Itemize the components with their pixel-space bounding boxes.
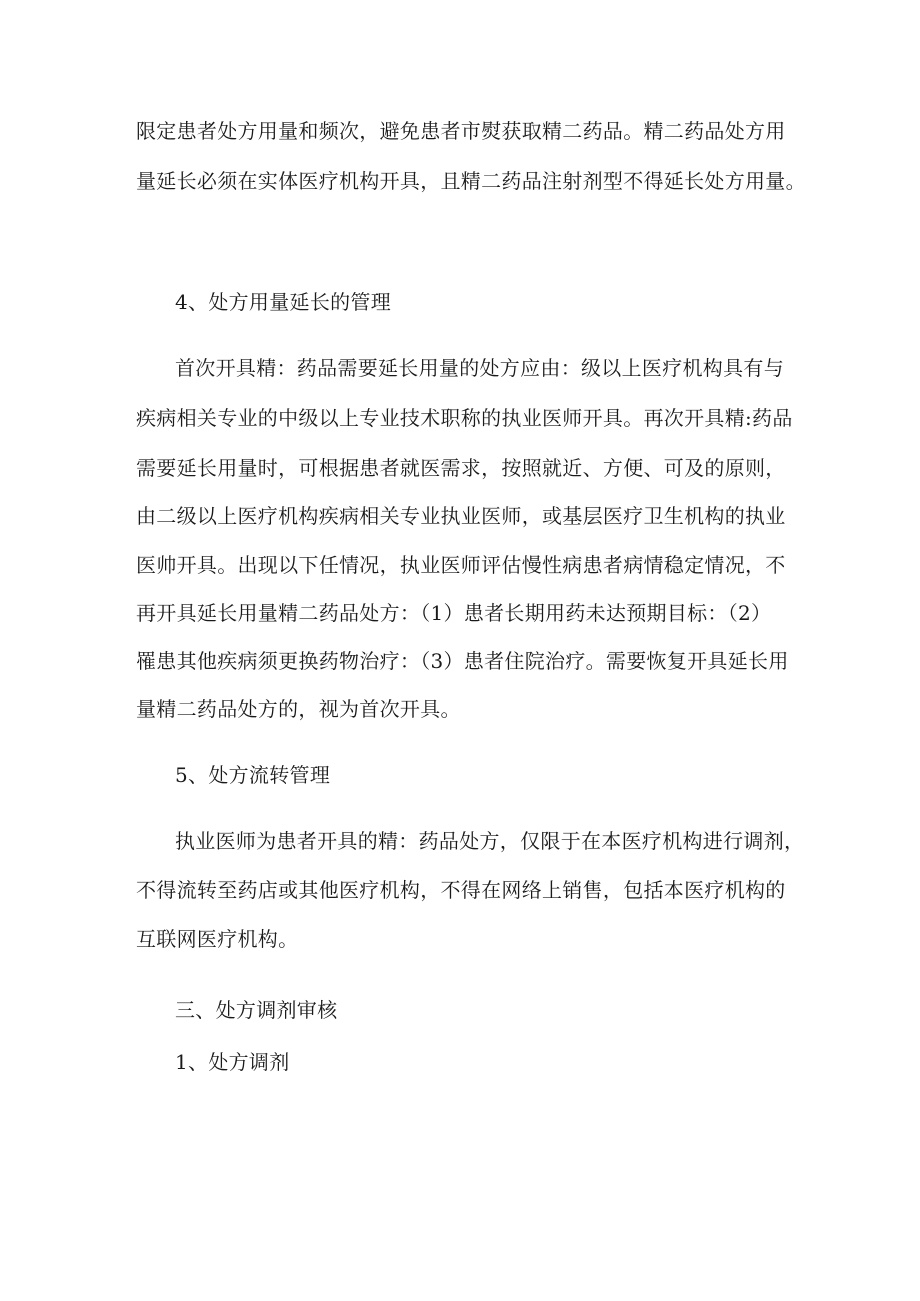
paragraph-3-line-3: 互联网医疗机构。	[136, 927, 299, 951]
paragraph-2-line-1: 首次开具精：药品需要延长用量的处方应由：级以上医疗机构具有与	[175, 356, 784, 380]
paragraph-3-line-1: 执业医师为患者开具的精：药品处方，仅限于在本医疗机构进行调剂，	[175, 829, 805, 853]
paragraph-2-line-7: 罹患其他疾病须更换药物治疗：（3）患者住院治疗。需要恢复开具延长用	[136, 649, 789, 673]
paragraph-2-line-6: 再开具延长用量精二药品处方：（1）患者长期用药未达预期目标：（2）	[136, 601, 772, 625]
paragraph-2-line-8: 量精二药品处方的，视为首次开具。	[136, 697, 461, 721]
paragraph-2-line-5: 医帅开具。出现以下任情况，执业医师评估慢性病患者病情稳定情况，不	[136, 553, 786, 577]
heading-5: 5、处方流转管理	[175, 763, 331, 787]
paragraph-3-line-2: 不得流转至药店或其他医疗机构，不得在网络上销售，包括本医疗机构的	[136, 878, 786, 902]
heading-4: 4、处方用量延长的管理	[175, 290, 392, 314]
paragraph-1-line-2: 量延长必须在实体医疗机构开具，且精二药品注射剂型不得延长处方用量。	[136, 169, 806, 193]
paragraph-1-line-1: 限定患者处方用量和频次，避免患者市熨获取精二药品。精二药品处方用	[136, 119, 786, 143]
heading-1: 1、处方调剂	[175, 1050, 290, 1074]
paragraph-2-line-3: 需要延长用量时，可根据患者就医需求，按照就近、方便、可及的原则，	[136, 456, 786, 480]
section-heading-3: 三、处方调剂审核	[175, 998, 338, 1022]
paragraph-2-line-4: 由二级以上医疗机构疾病相关专业执业医师，或基层医疗卫生机构的执业	[136, 504, 786, 528]
paragraph-2-line-2: 疾病相关专业的中级以上专业技术职称的执业医师开具。再次开具精:药品	[136, 406, 793, 430]
